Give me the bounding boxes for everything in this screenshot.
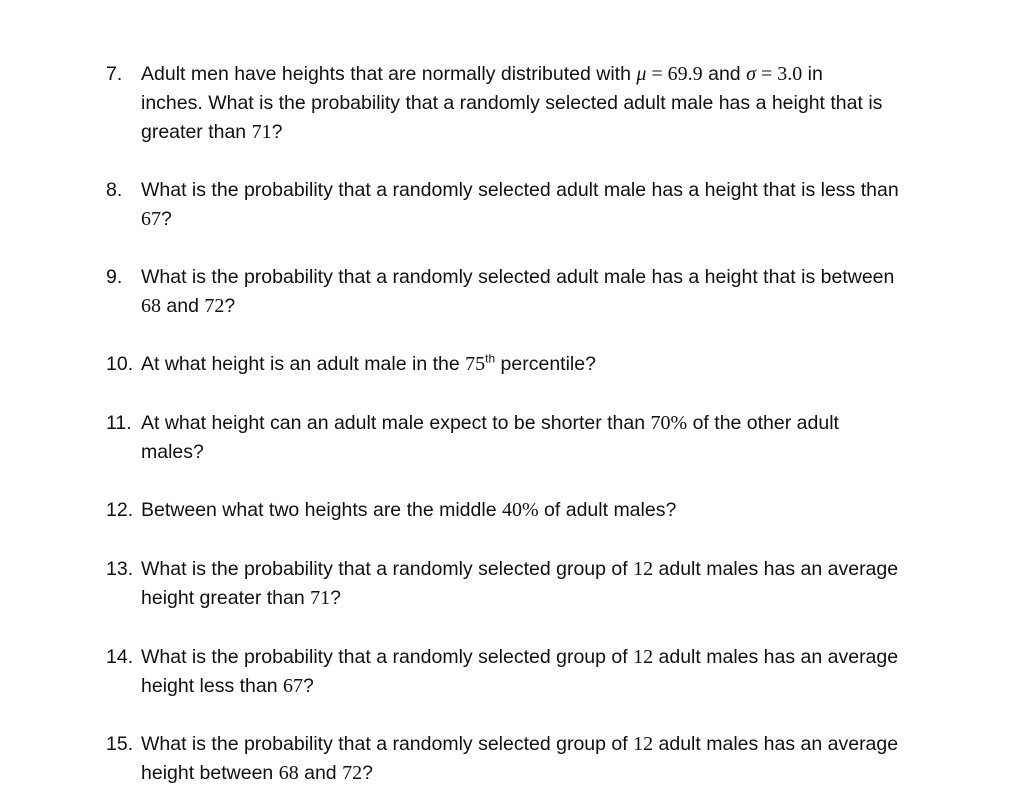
question-13-line-2: height greater than 71? [141, 587, 341, 609]
question-number: 15. [106, 733, 134, 755]
question-9 [106, 263, 956, 321]
question-12 [106, 496, 956, 525]
question-8-line-2: 67? [141, 208, 172, 230]
question-14 [106, 643, 956, 701]
question-15 [106, 730, 956, 788]
question-9-line-1: 9. What is the probability that a randomly selected adult male has a height that is between [106, 263, 956, 292]
question-9-line-2: 68 and 72? [141, 295, 236, 317]
question-8 [106, 176, 956, 234]
question-number: 12. [106, 499, 134, 521]
question-15-line-2: height between 68 and 72? [141, 762, 373, 784]
question-11 [106, 409, 956, 467]
question-13 [106, 555, 956, 613]
sigma-symbol: σ [746, 63, 756, 85]
question-14-line-1: 14. What is the probability that a randomly selected group of 12 adult males has an average [106, 643, 956, 672]
question-number: 11. [106, 412, 132, 434]
question-7-line-2: inches. What is the probability that a randomly selected adult male has a height that is [141, 92, 883, 114]
question-14-line-2: height less than 67? [141, 675, 314, 697]
question-number: 10. [106, 353, 134, 375]
question-8-line-1: 8. What is the probability that a randomly selected adult male has a height that is less than [106, 176, 956, 205]
question-7 [106, 60, 956, 147]
question-12-line-1: 12. Between what two heights are the middle 40% of adult males? [106, 496, 956, 525]
question-11-line-2: males? [141, 441, 204, 463]
question-number: 9. [106, 266, 123, 288]
question-number: 14. [106, 646, 134, 668]
mu-symbol: μ [636, 63, 647, 85]
question-number: 13. [106, 558, 134, 580]
question-10-line-1: 10. At what height is an adult male in the 75th percentile? [106, 350, 956, 379]
question-7-line-3: greater than 71? [141, 121, 283, 143]
question-11-line-1: 11. At what height can an adult male expect to be shorter than 70% of the other adult [106, 409, 956, 438]
question-number: 8. [106, 179, 123, 201]
question-10 [106, 350, 956, 379]
question-13-line-1: 13. What is the probability that a randomly selected group of 12 adult males has an average [106, 555, 956, 584]
question-7-line-1: 7. Adult men have heights that are normally distributed with μ = 69.9 and σ = 3.0 in [106, 60, 956, 89]
sd-value: = 3.0 [755, 63, 803, 85]
mean-value: = 69.9 [646, 63, 703, 85]
superscript: th [485, 351, 496, 366]
question-15-line-1: 15. What is the probability that a randomly selected group of 12 adult males has an average [106, 730, 956, 759]
question-number: 7. [106, 63, 123, 85]
